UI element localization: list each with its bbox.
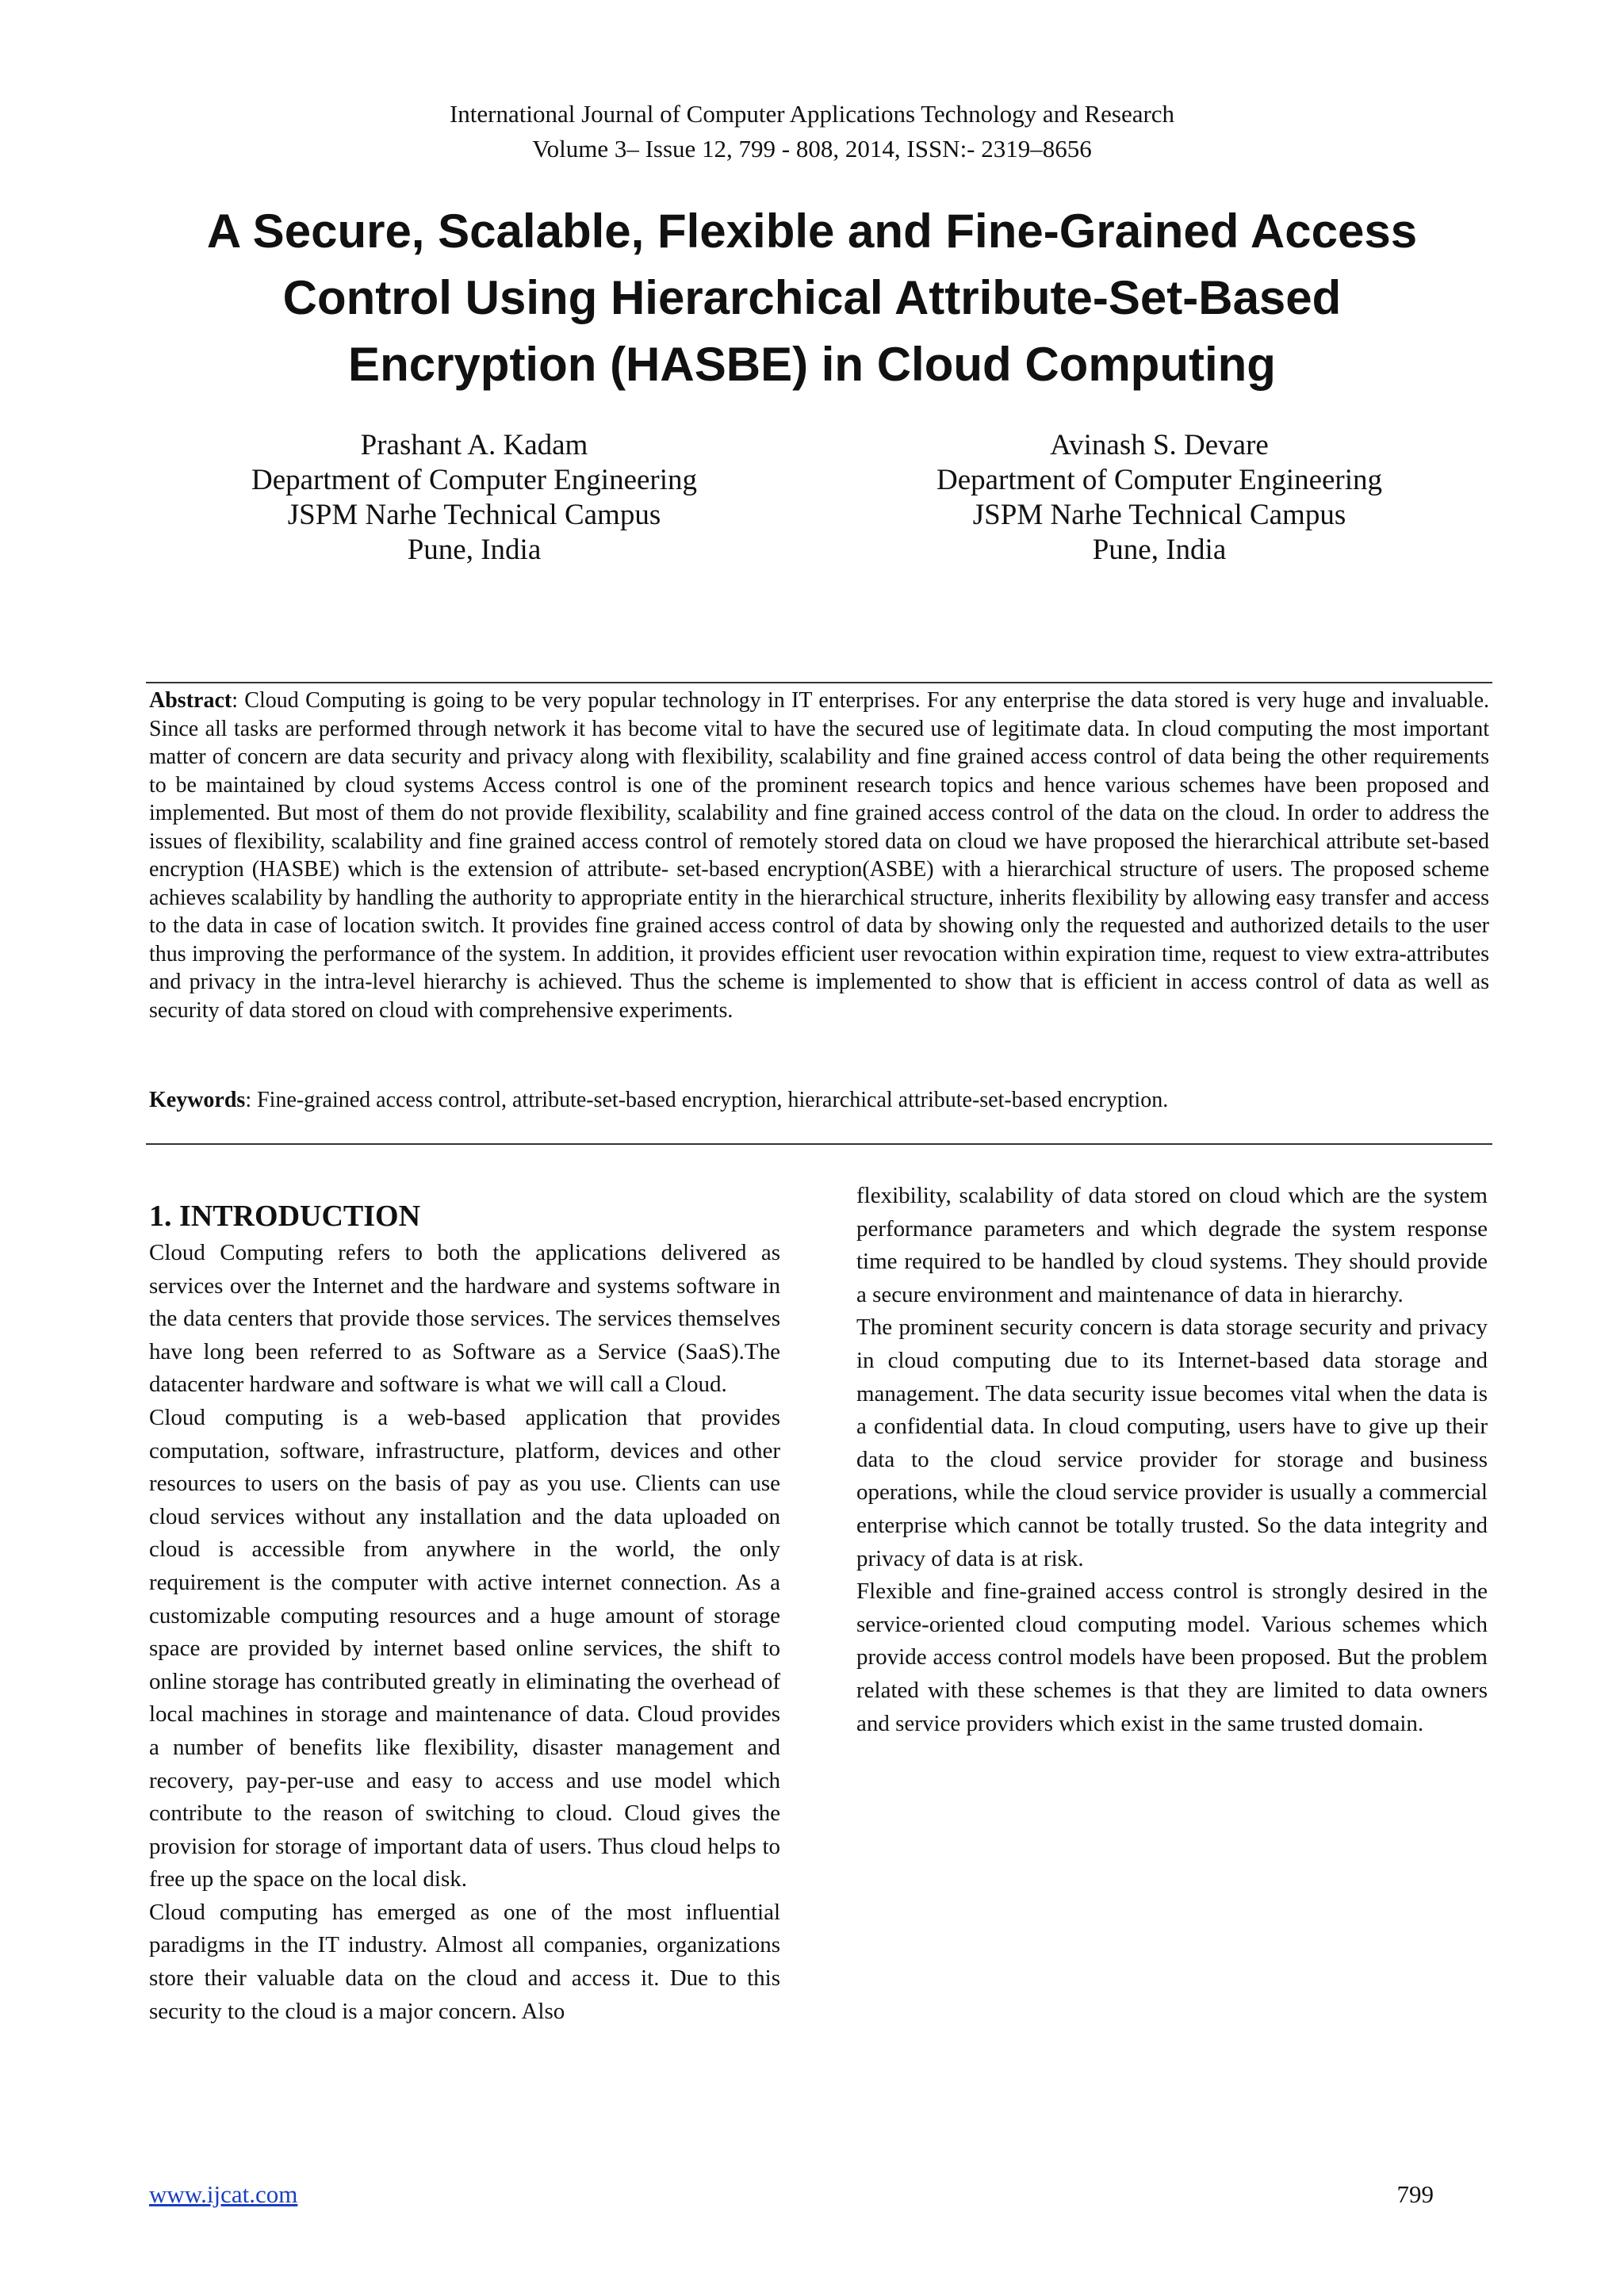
keywords <box>149 1086 1489 1115</box>
author-institution: JSPM Narhe Technical Campus <box>287 499 661 531</box>
journal-header <box>0 97 1624 166</box>
body-paragraph: The prominent security concern is data storage security and privacy in cloud computing due to its Internet-based data storage and management. The data security issue becomes vital when the data is a confidential data. In cloud computing, users have to give up their data to the cloud service provider for storage and business operations, while the cloud service provider is usually a commercial enterprise which cannot be totally trusted. So the data integrity and privacy of data is at risk. <box>856 1314 1488 1571</box>
title-line: Encryption (HASBE) in Cloud Computing <box>348 338 1276 391</box>
keywords-bottom-divider <box>146 1143 1492 1145</box>
abstract-label: Abstract <box>149 688 232 713</box>
right-column <box>856 1180 1488 1740</box>
author-block-1 <box>173 428 776 568</box>
author-name: Prashant A. Kadam <box>360 429 588 461</box>
journal-volume-info: Volume 3– Issue 12, 799 - 808, 2014, ISSN:- 2319–8656 <box>532 135 1092 163</box>
keywords-label: Keywords <box>149 1088 246 1112</box>
body-paragraph: Flexible and fine-grained access control is strongly desired in the service-oriented cloud computing model. Various schemes which provide access control models have been proposed. But the problem related with these schemes is that they are limited to data owners and service providers which exist in the same trusted domain. <box>856 1578 1488 1736</box>
body-paragraph: Cloud computing has emerged as one of the most influential paradigms in the IT industry. Almost all companies, organizations store their valuable data on the cloud and access it. Due to this security to the cloud is a major concern. Also <box>149 1899 780 2024</box>
section-heading-introduction: 1. INTRODUCTION <box>149 1200 421 1233</box>
footer-website-link[interactable]: www.ijcat.com <box>149 2180 298 2208</box>
author-location: Pune, India <box>407 534 542 566</box>
author-department: Department of Computer Engineering <box>251 464 698 496</box>
author-institution: JSPM Narhe Technical Campus <box>972 499 1346 531</box>
author-name: Avinash S. Devare <box>1050 429 1269 461</box>
paper-title <box>127 198 1497 398</box>
title-line: A Secure, Scalable, Flexible and Fine-Grained Access <box>206 205 1418 258</box>
body-paragraph: Cloud computing is a web-based application that provides computation, software, infrastructure, platform, devices and other resources to users on the basis of pay as you use. Clients can use cloud services without any installation and the data uploaded on cloud is accessible from anywhere in the world, the only requirement is the computer with active internet connection. As a customizable computing resources and a huge amount of storage space are provided by internet based online services, the shift to online storage has contributed greatly in eliminating the overhead of local machines in storage and maintenance of data. Cloud provides a number of benefits like flexibility, disaster management and recovery, pay-per-use and easy to access and use model which contribute to the reason of switching to cloud. Cloud gives the provision for storage of important data of users. Thus cloud helps to free up the space on the local disk. <box>149 1404 780 1892</box>
body-paragraph: Cloud Computing refers to both the applications delivered as services over the Internet and the hardware and systems software in the data centers that provide those services. The services themselves have long been referred to as Software as a Service (SaaS).The datacenter hardware and software is what we will call a Cloud. <box>149 1240 780 1398</box>
title-line: Control Using Hierarchical Attribute-Set-Based <box>282 271 1342 324</box>
keywords-text: : Fine-grained access control, attribute-set-based encryption, hierarchical attribute-set-based encryption. <box>245 1088 1169 1112</box>
left-column <box>149 1180 780 2028</box>
author-location: Pune, India <box>1092 534 1227 566</box>
abstract-text: : Cloud Computing is going to be very popular technology in IT enterprises. For any enterprise the data stored is very huge and invaluable. Since all tasks are performed through network it has become vital to have the secured use of legitimate data. In cloud computing the most important matter of concern are data security and privacy along with flexibility, scalability and fine grained access control of data being the other requirements to be maintained by cloud systems Access control is one of the prominent research topics and hence various schemes have been proposed and implemented. But most of them do not provide flexibility, scalability and fine grained access control of the data on the cloud. In order to address the issues of flexibility, scalability and fine grained access control of remotely stored data on cloud we have proposed the hierarchical attribute set-based encryption (HASBE) which is the extension of attribute- set-based encryption(ASBE) with a hierarchical structure of users. The proposed scheme achieves scalability by handling the authority to appropriate entity in the hierarchical structure, inherits flexibility by allowing easy transfer and access to the data in case of location switch. It provides fine grained access control of data by showing only the requested and authorized details to the user thus improving the performance of the system. In addition, it provides efficient user revocation within expiration time, request to view extra-attributes and privacy in the intra-level hierarchy is achieved. Thus the scheme is implemented to show that is efficient in access control of data as well as security of data stored on cloud with comprehensive experiments. <box>149 688 1489 1023</box>
abstract <box>149 687 1489 1024</box>
abstract-top-divider <box>146 682 1492 683</box>
author-block-2 <box>858 428 1461 568</box>
journal-name: International Journal of Computer Applications Technology and Research <box>449 100 1175 128</box>
author-department: Department of Computer Engineering <box>936 464 1383 496</box>
footer-page-number: 799 <box>1396 2180 1434 2208</box>
body-paragraph: flexibility, scalability of data stored on cloud which are the system performance parameters and which degrade the system response time required to be handled by cloud systems. They should provide a secure environment and maintenance of data in hierarchy. <box>856 1183 1488 1307</box>
